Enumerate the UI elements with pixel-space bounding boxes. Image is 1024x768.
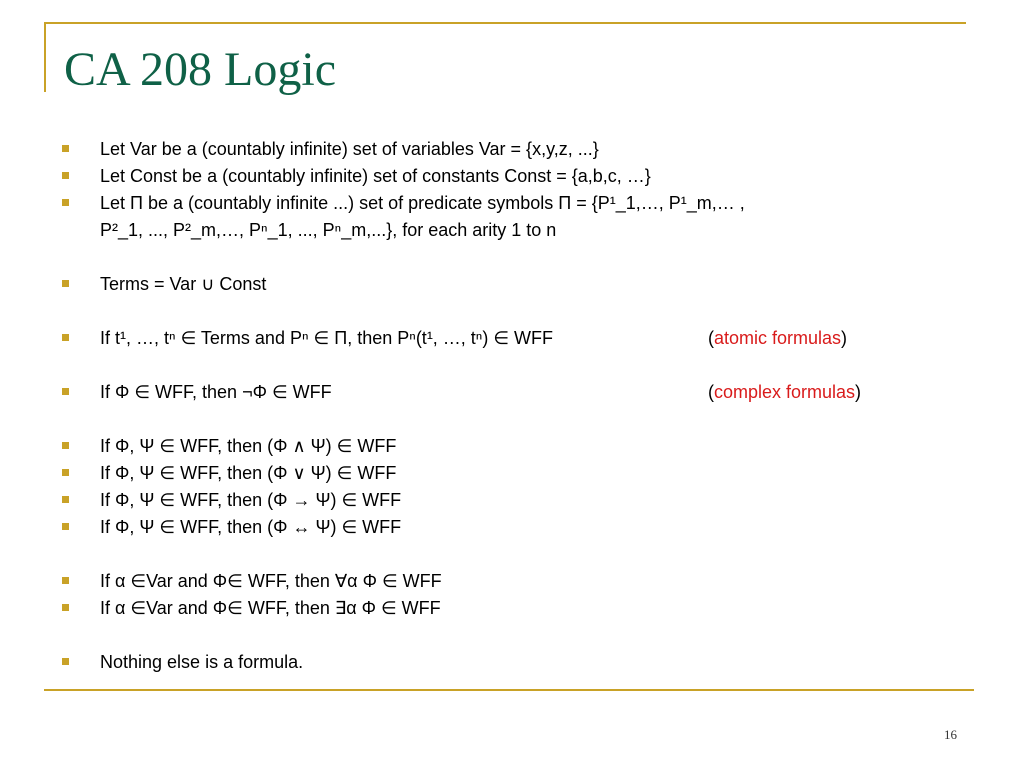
square-bullet-icon <box>62 577 69 584</box>
bullet-item-predicates <box>62 190 962 244</box>
square-bullet-icon <box>62 469 69 476</box>
formula-type-tag: (complex formulas) <box>708 382 862 402</box>
slide-title: CA 208 Logic <box>64 43 336 96</box>
bullet-item-existential <box>62 595 962 622</box>
bullet-text: Terms = Var ∪ Const <box>100 274 267 294</box>
frame-left-rule <box>44 22 46 92</box>
bullet-text: If α ∈Var and Φ∈ WFF, then ∀α Φ ∈ WFF <box>100 571 442 591</box>
bullet-text-line-1: Let Π be a (countably infinite ...) set of predicate symbols Π = {P¹_1,…, P¹_m,… , <box>100 193 745 213</box>
square-bullet-icon <box>62 280 69 287</box>
bullet-item-terms <box>62 271 962 298</box>
square-bullet-icon <box>62 604 69 611</box>
formula-type-tag: (atomic formulas) <box>708 328 848 348</box>
bullet-item-atomic <box>62 325 962 352</box>
bullet-item-conjunction <box>62 433 962 460</box>
bullet-text: If Φ, Ψ ∈ WFF, then (Φ ↔ Ψ) ∈ WFF <box>100 517 402 537</box>
square-bullet-icon <box>62 442 69 449</box>
bullet-text: If Φ, Ψ ∈ WFF, then (Φ ∧ Ψ) ∈ WFF <box>100 436 397 456</box>
bullet-item-var <box>62 136 962 163</box>
bullet-item-disjunction <box>62 460 962 487</box>
complex-formulas-label: complex formulas <box>714 382 856 402</box>
frame-bottom-rule <box>44 689 974 691</box>
square-bullet-icon <box>62 658 69 665</box>
square-bullet-icon <box>62 523 69 530</box>
frame-top-rule <box>44 22 966 24</box>
slide-body <box>62 136 962 676</box>
bullet-text: If Φ, Ψ ∈ WFF, then (Φ ∨ Ψ) ∈ WFF <box>100 463 397 483</box>
bullet-text: If Φ, Ψ ∈ WFF, then (Φ → Ψ) ∈ WFF <box>100 490 402 510</box>
bullet-item-implication <box>62 487 962 514</box>
bullet-item-negation <box>62 379 962 406</box>
bullet-item-closure <box>62 649 962 676</box>
square-bullet-icon <box>62 172 69 179</box>
square-bullet-icon <box>62 145 69 152</box>
square-bullet-icon <box>62 496 69 503</box>
bullet-text: If α ∈Var and Φ∈ WFF, then ∃α Φ ∈ WFF <box>100 598 441 618</box>
square-bullet-icon <box>62 334 69 341</box>
bullet-text: Let Var be a (countably infinite) set of variables Var = {x,y,z, ...} <box>100 139 599 159</box>
bullet-item-biconditional <box>62 514 962 541</box>
square-bullet-icon <box>62 199 69 206</box>
bullet-text: If Φ ∈ WFF, then ¬Φ ∈ WFF <box>100 382 332 402</box>
bullet-text: Let Const be a (countably infinite) set of constants Const = {a,b,c, …} <box>100 166 651 186</box>
page-number: 16 <box>944 727 957 742</box>
bullet-text-line-2: P²_1, ..., P²_m,…, Pⁿ_1, ..., Pⁿ_m,...}, for each arity 1 to n <box>100 220 557 240</box>
atomic-formulas-label: atomic formulas <box>714 328 842 348</box>
square-bullet-icon <box>62 388 69 395</box>
bullet-item-universal <box>62 568 962 595</box>
bullet-item-const <box>62 163 962 190</box>
bullet-text: Nothing else is a formula. <box>100 652 304 672</box>
bullet-text: If t¹, …, tⁿ ∈ Terms and Pⁿ ∈ Π, then Pⁿ(t¹, …, tⁿ) ∈ WFF <box>100 328 554 348</box>
